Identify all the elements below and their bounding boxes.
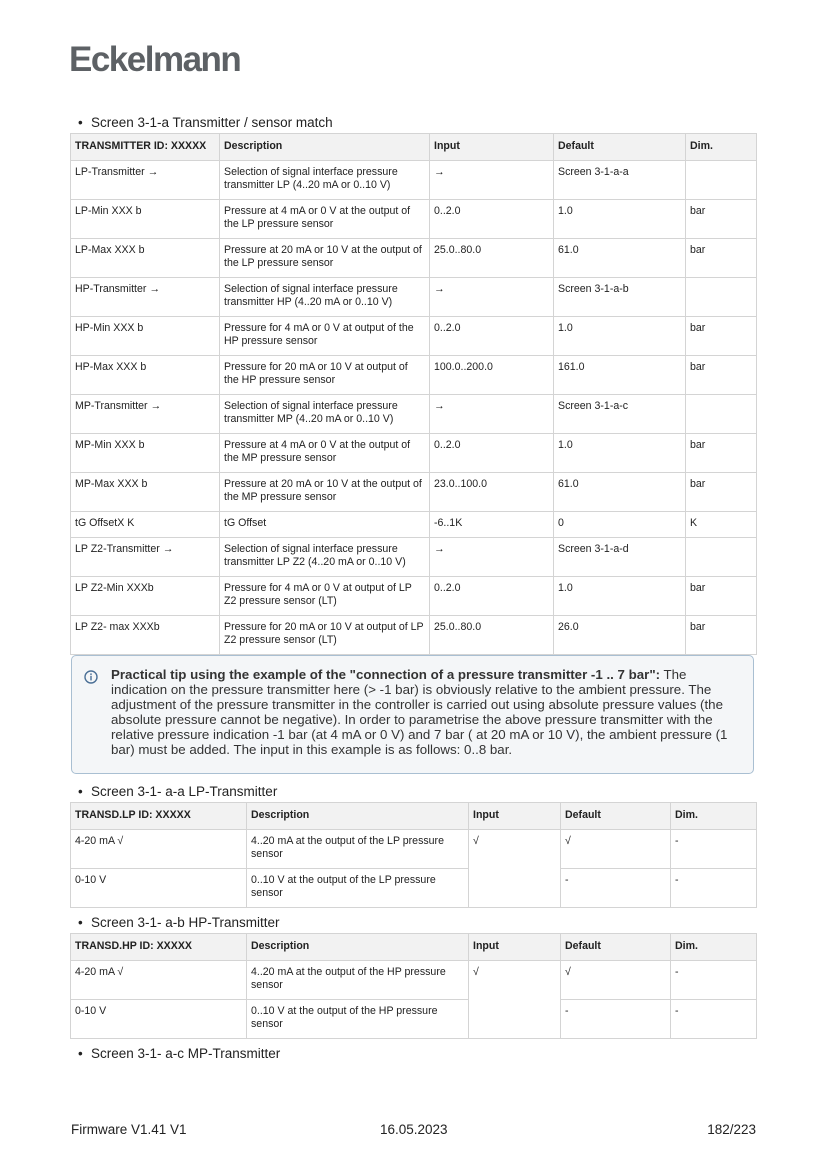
bullet: • bbox=[78, 1046, 83, 1061]
input-cell: → bbox=[430, 538, 554, 577]
dim-cell: bar bbox=[686, 577, 757, 616]
default-cell: - bbox=[561, 1000, 671, 1039]
table-row bbox=[71, 577, 757, 616]
param-cell: HP-Max XXX b bbox=[71, 356, 220, 395]
dim-cell bbox=[686, 395, 757, 434]
description-cell: tG Offset bbox=[220, 512, 430, 538]
dim-cell: bar bbox=[686, 239, 757, 278]
default-cell: 0 bbox=[554, 512, 686, 538]
default-cell: - bbox=[561, 869, 671, 908]
dim-cell bbox=[686, 161, 757, 200]
default-cell: 26.0 bbox=[554, 616, 686, 655]
description-cell: 0..10 V at the output of the HP pressure sensor bbox=[247, 1000, 469, 1039]
header-cell: TRANSMITTER ID: XXXXX bbox=[71, 134, 220, 161]
default-cell: 1.0 bbox=[554, 434, 686, 473]
table-header-row bbox=[71, 803, 757, 830]
input-cell: → bbox=[430, 278, 554, 317]
table-row bbox=[71, 239, 757, 278]
footer-firmware-version: Firmware V1.41 V1 bbox=[71, 1122, 187, 1137]
description-cell: 0..10 V at the output of the LP pressure sensor bbox=[247, 869, 469, 908]
bullet: • bbox=[78, 115, 83, 130]
header-cell: Description bbox=[247, 803, 469, 830]
description-cell: Pressure for 4 mA or 0 V at output of the HP pressure sensor bbox=[220, 317, 430, 356]
table-row bbox=[71, 830, 757, 869]
input-cell: 0..2.0 bbox=[430, 200, 554, 239]
bullet: • bbox=[78, 915, 83, 930]
bullet: • bbox=[78, 784, 83, 799]
input-cell: 0..2.0 bbox=[430, 434, 554, 473]
dim-cell: bar bbox=[686, 434, 757, 473]
tip-heading: Practical tip using the example of the "connection of a pressure transmitter -1 .. 7 bar": bbox=[111, 667, 661, 682]
input-cell: 23.0..100.0 bbox=[430, 473, 554, 512]
dim-cell: bar bbox=[686, 616, 757, 655]
description-cell: Pressure at 4 mA or 0 V at the output of the LP pressure sensor bbox=[220, 200, 430, 239]
param-cell: LP-Transmitter → bbox=[71, 161, 220, 200]
default-cell: Screen 3-1-a-a bbox=[554, 161, 686, 200]
param-cell: MP-Min XXX b bbox=[71, 434, 220, 473]
description-cell: Pressure for 4 mA or 0 V at output of LP Z2 pressure sensor (LT) bbox=[220, 577, 430, 616]
table-row bbox=[71, 538, 757, 577]
dim-cell: bar bbox=[686, 356, 757, 395]
description-cell: Selection of signal interface pressure transmitter HP (4..20 mA or 0..10 V) bbox=[220, 278, 430, 317]
input-cell: 25.0..80.0 bbox=[430, 616, 554, 655]
table-row bbox=[71, 161, 757, 200]
header-cell: TRANSD.HP ID: XXXXX bbox=[71, 934, 247, 961]
description-cell: Pressure at 20 mA or 10 V at the output of the MP pressure sensor bbox=[220, 473, 430, 512]
section-title-lp-transmitter bbox=[78, 784, 277, 799]
description-cell: Pressure at 20 mA or 10 V at the output of the LP pressure sensor bbox=[220, 239, 430, 278]
param-cell: 4-20 mA √ bbox=[71, 830, 247, 869]
section-title-text: Screen 3-1- a-b HP-Transmitter bbox=[91, 915, 280, 930]
footer-page-number: 182/223 bbox=[707, 1122, 756, 1137]
header-cell: Dim. bbox=[686, 134, 757, 161]
param-cell: LP-Min XXX b bbox=[71, 200, 220, 239]
header-cell: Input bbox=[469, 934, 561, 961]
description-cell: Selection of signal interface pressure transmitter LP (4..20 mA or 0..10 V) bbox=[220, 161, 430, 200]
dim-cell: - bbox=[671, 869, 757, 908]
param-cell: LP Z2-Transmitter → bbox=[71, 538, 220, 577]
table-row bbox=[71, 512, 757, 538]
param-cell: LP Z2-Min XXXb bbox=[71, 577, 220, 616]
header-cell: Dim. bbox=[671, 934, 757, 961]
description-cell: 4..20 mA at the output of the HP pressure sensor bbox=[247, 961, 469, 1000]
table-row bbox=[71, 200, 757, 239]
table-row bbox=[71, 473, 757, 512]
param-cell: 0-10 V bbox=[71, 869, 247, 908]
table-row bbox=[71, 317, 757, 356]
default-cell: 61.0 bbox=[554, 239, 686, 278]
header-cell: Input bbox=[430, 134, 554, 161]
input-cell: √ bbox=[469, 961, 561, 1039]
company-logo: Eckelmann bbox=[69, 40, 241, 79]
input-cell: 25.0..80.0 bbox=[430, 239, 554, 278]
header-cell: TRANSD.LP ID: XXXXX bbox=[71, 803, 247, 830]
default-cell: Screen 3-1-a-d bbox=[554, 538, 686, 577]
dim-cell: bar bbox=[686, 473, 757, 512]
input-cell: 0..2.0 bbox=[430, 317, 554, 356]
transmitter-match-table bbox=[70, 133, 757, 655]
param-cell: MP-Transmitter → bbox=[71, 395, 220, 434]
param-cell: 0-10 V bbox=[71, 1000, 247, 1039]
table-header-row bbox=[71, 134, 757, 161]
dim-cell: K bbox=[686, 512, 757, 538]
lp-transmitter-table bbox=[70, 802, 757, 908]
param-cell: HP-Transmitter → bbox=[71, 278, 220, 317]
section-title-mp-transmitter bbox=[78, 1046, 280, 1061]
param-cell: LP-Max XXX b bbox=[71, 239, 220, 278]
dim-cell bbox=[686, 538, 757, 577]
dim-cell bbox=[686, 278, 757, 317]
default-cell: Screen 3-1-a-b bbox=[554, 278, 686, 317]
table-row bbox=[71, 356, 757, 395]
description-cell: 4..20 mA at the output of the LP pressure sensor bbox=[247, 830, 469, 869]
description-cell: Selection of signal interface pressure transmitter MP (4..20 mA or 0..10 V) bbox=[220, 395, 430, 434]
dim-cell: - bbox=[671, 830, 757, 869]
default-cell: Screen 3-1-a-c bbox=[554, 395, 686, 434]
table-row bbox=[71, 616, 757, 655]
header-cell: Description bbox=[247, 934, 469, 961]
default-cell: √ bbox=[561, 961, 671, 1000]
header-cell: Description bbox=[220, 134, 430, 161]
param-cell: LP Z2- max XXXb bbox=[71, 616, 220, 655]
default-cell: 161.0 bbox=[554, 356, 686, 395]
dim-cell: - bbox=[671, 1000, 757, 1039]
param-cell: HP-Min XXX b bbox=[71, 317, 220, 356]
param-cell: MP-Max XXX b bbox=[71, 473, 220, 512]
description-cell: Pressure for 20 mA or 10 V at output of LP Z2 pressure sensor (LT) bbox=[220, 616, 430, 655]
section-title-transmitter-match bbox=[78, 115, 333, 130]
default-cell: 1.0 bbox=[554, 317, 686, 356]
tip-body: The indication on the pressure transmitter here (> -1 bar) is obviously relative to the ambient pressure. The adjustment of the pressure transmitter in the controller is carried out using absolute pressure values (the absolute pressure cannot be negative). In order to parametrise the above pressure transmitter with the relative pressure indication -1 bar (at 4 mA or 0 V) and 7 bar ( at 20 mA or 10 V), the ambient pressure (1 bar) must be added. The input in this example is as follows: 0..8 bar. bbox=[111, 667, 728, 757]
footer-date: 16.05.2023 bbox=[380, 1122, 448, 1137]
default-cell: 61.0 bbox=[554, 473, 686, 512]
table-row bbox=[71, 395, 757, 434]
dim-cell: bar bbox=[686, 200, 757, 239]
description-cell: Pressure for 20 mA or 10 V at output of the HP pressure sensor bbox=[220, 356, 430, 395]
header-cell: Default bbox=[561, 803, 671, 830]
table-row bbox=[71, 1000, 757, 1039]
default-cell: 1.0 bbox=[554, 200, 686, 239]
section-title-text: Screen 3-1- a-a LP-Transmitter bbox=[91, 784, 278, 799]
table-header-row bbox=[71, 934, 757, 961]
input-cell: → bbox=[430, 395, 554, 434]
dim-cell: bar bbox=[686, 317, 757, 356]
dim-cell: - bbox=[671, 961, 757, 1000]
description-cell: Selection of signal interface pressure transmitter LP Z2 (4..20 mA or 0..10 V) bbox=[220, 538, 430, 577]
input-cell: 0..2.0 bbox=[430, 577, 554, 616]
header-cell: Default bbox=[561, 934, 671, 961]
input-cell: √ bbox=[469, 830, 561, 908]
header-cell: Input bbox=[469, 803, 561, 830]
param-cell: tG OffsetX K bbox=[71, 512, 220, 538]
input-cell: -6..1K bbox=[430, 512, 554, 538]
info-icon bbox=[84, 670, 98, 684]
header-cell: Dim. bbox=[671, 803, 757, 830]
section-title-text: Screen 3-1- a-c MP-Transmitter bbox=[91, 1046, 281, 1061]
table-row bbox=[71, 278, 757, 317]
section-title-text: Screen 3-1-a Transmitter / sensor match bbox=[91, 115, 333, 130]
input-cell: → bbox=[430, 161, 554, 200]
param-cell: 4-20 mA √ bbox=[71, 961, 247, 1000]
description-cell: Pressure at 4 mA or 0 V at the output of the MP pressure sensor bbox=[220, 434, 430, 473]
hp-transmitter-table bbox=[70, 933, 757, 1039]
default-cell: 1.0 bbox=[554, 577, 686, 616]
section-title-hp-transmitter bbox=[78, 915, 280, 930]
table-row bbox=[71, 869, 757, 908]
table-row bbox=[71, 434, 757, 473]
practical-tip-box bbox=[71, 655, 754, 774]
table-row bbox=[71, 961, 757, 1000]
input-cell: 100.0..200.0 bbox=[430, 356, 554, 395]
header-cell: Default bbox=[554, 134, 686, 161]
default-cell: √ bbox=[561, 830, 671, 869]
tip-text bbox=[111, 667, 743, 757]
